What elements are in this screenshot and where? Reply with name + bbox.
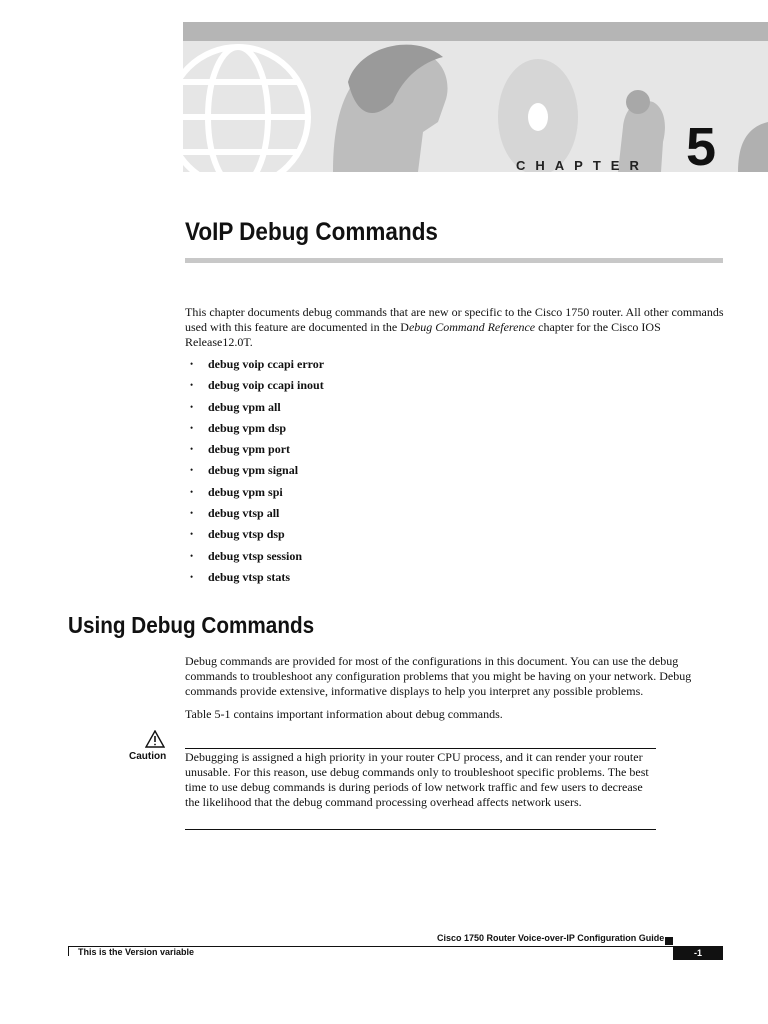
table-reference: Table 5-1 contains important information about debug commands.	[185, 707, 503, 721]
caution-bottom-rule	[185, 829, 656, 830]
chapter-number: 5	[686, 117, 717, 172]
command-list-item	[185, 439, 324, 460]
footer-marker	[665, 937, 673, 945]
chapter-banner	[183, 22, 768, 172]
caution-label: Caution	[129, 751, 167, 762]
command-name: debug voip ccapi error	[208, 357, 325, 371]
command-name: debug vpm signal	[208, 463, 299, 478]
figure-silhouette-2	[738, 122, 768, 172]
command-list-item	[185, 375, 324, 396]
footer-tick	[68, 946, 69, 956]
intro-text-after: chapter for the Cisco IOS Release12.0T.	[185, 320, 661, 349]
bullet-glyph: •	[190, 359, 194, 369]
intro-reference-title: ebug Command Reference	[408, 320, 536, 334]
figure-head	[626, 90, 650, 114]
command-name: debug vpm port	[208, 442, 291, 457]
bullet-glyph: •	[190, 401, 194, 412]
warning-triangle-icon	[145, 730, 165, 748]
command-list-item	[185, 418, 324, 439]
bullet-glyph: •	[190, 529, 194, 540]
bullet-glyph: •	[190, 550, 194, 561]
bullet-glyph: •	[190, 380, 194, 391]
command-list-item	[185, 503, 324, 524]
globe-graphic	[183, 47, 308, 172]
bullet-glyph: •	[190, 486, 194, 497]
section-heading: Using Debug Commands	[68, 612, 315, 638]
page-number: -1	[673, 946, 723, 960]
command-list-item	[185, 567, 324, 588]
cd-disc-graphic	[498, 59, 578, 172]
caution-top-rule	[185, 748, 656, 749]
footer-version: This is the Version variable	[78, 947, 195, 957]
command-name: debug vtsp all	[208, 506, 280, 521]
caution-text: Debugging is assigned a high priority in your router CPU process, and it can render your router unusable. For this reason, use debug commands only to troubleshoot specific problems. The best time to use debug commands is during periods of low network traffic and few users to decrease the likelihood that the debug command processing overhead affects network users.	[185, 750, 649, 809]
command-list-item	[185, 546, 324, 567]
banner-artwork	[183, 22, 768, 172]
bullet-glyph: •	[190, 444, 194, 455]
command-list-item	[185, 524, 324, 545]
bullet-glyph: •	[190, 465, 194, 476]
command-name: debug vtsp dsp	[208, 527, 285, 542]
title-rule	[185, 258, 723, 263]
page-title: VoIP Debug Commands	[185, 218, 438, 246]
footer-guide-title: Cisco 1750 Router Voice-over-IP Configuration Guide	[437, 933, 665, 943]
command-list-item	[185, 460, 324, 481]
command-name: debug vpm all	[208, 399, 281, 414]
intro-text-before: This chapter documents debug commands that are new or specific to the Cisco 1750 router. All other commands used with this feature are documented in the D	[185, 305, 724, 334]
chapter-label: CHAPTER	[516, 158, 649, 172]
command-name: debug vtsp stats	[208, 569, 291, 584]
command-name: debug vtsp session	[208, 548, 303, 563]
command-list-item	[185, 397, 324, 418]
command-list	[185, 354, 324, 588]
command-list-item	[185, 482, 324, 503]
bullet-glyph: •	[190, 422, 194, 433]
command-list-item	[185, 354, 324, 375]
command-name: debug vpm spi	[208, 484, 283, 499]
section-paragraph: Debug commands are provided for most of the configurations in this document. You can use the debug commands to troubleshoot any configuration problems that you might be having on your network. Debug commands provide extensive, informative displays to help you interpret any possible problems.	[185, 654, 692, 698]
command-name: debug voip ccapi inout	[208, 378, 324, 393]
bullet-glyph: •	[190, 571, 194, 582]
command-name: debug vpm dsp	[208, 420, 287, 435]
intro-paragraph	[185, 305, 725, 350]
bullet-glyph: •	[190, 508, 194, 519]
